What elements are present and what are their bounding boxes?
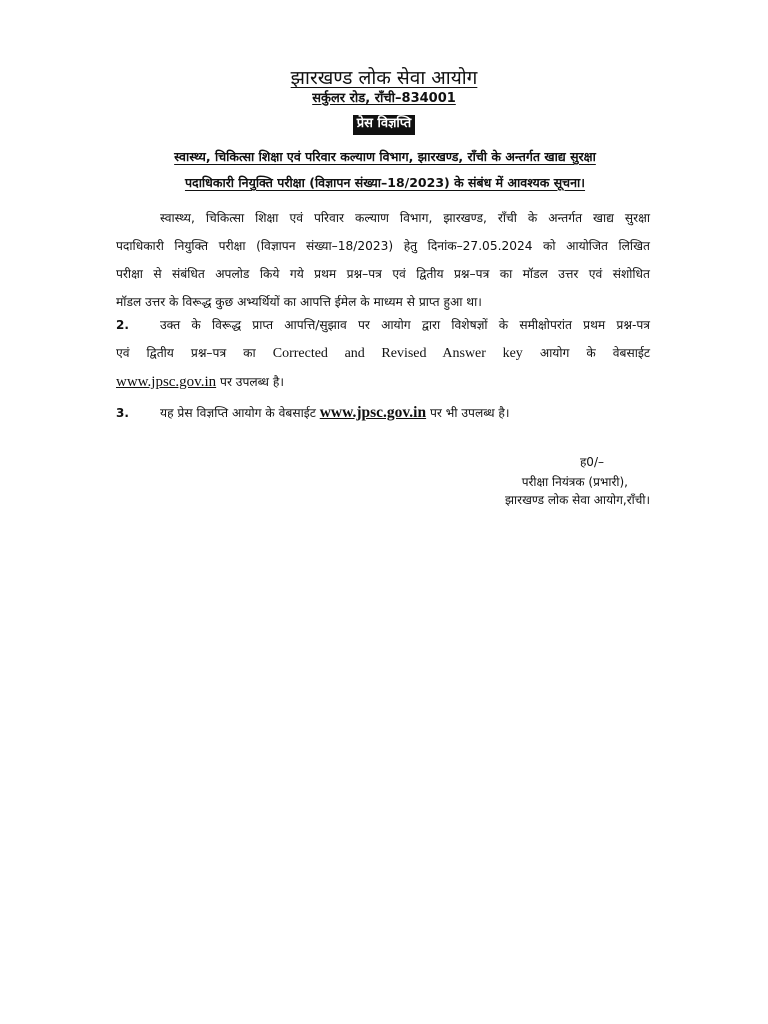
paragraph-1-line-2: पदाधिकारी नियुक्ति परीक्षा (विज्ञापन संख्या–18/2023) हेतु दिनांक–27.05.2024 को आयोजित लिखित [116, 239, 650, 253]
paragraph-1-line-1: स्वास्थ्य, चिकित्सा शिक्षा एवं परिवार कल्याण विभाग, झारखण्ड, राँची के अन्तर्गत खाद्य सुरक्षा [160, 211, 650, 225]
signatory-designation: परीक्षा नियंत्रक (प्रभारी), [521, 475, 628, 489]
answer-key-text: Corrected and Revised Answer key [272, 346, 523, 361]
press-release-label-container [0, 112, 768, 135]
paragraph-3-line-1 [116, 399, 650, 427]
signatory-office: झारखण्ड लोक सेवा आयोग,राँची। [504, 493, 650, 507]
subject-heading [120, 144, 650, 196]
jpsc-website-link-bold[interactable]: www.jpsc.gov.in [319, 404, 427, 421]
paragraph-2-line-1: उक्त के विरूद्ध प्राप्त आपत्ति/सुझाव पर आयोग द्वारा विशेषज्ञों के समीक्षोपरांत प्रथम प्रश्न-पत्र [160, 318, 650, 332]
paragraph-2 [116, 311, 650, 396]
subject-line-2: पदाधिकारी नियुक्ति परीक्षा (विज्ञापन संख्या–18/2023) के संबंध में आवश्यक सूचना। [184, 175, 586, 190]
paragraph-3 [116, 399, 650, 427]
paragraph-2-number: 2. [116, 318, 129, 332]
paragraph-3-post: पर भी उपलब्ध है। [429, 406, 510, 420]
paragraph-2-line-3-post: पर उपलब्ध है। [220, 375, 284, 389]
paragraph-1-line-3: परीक्षा से संबंधित अपलोड किये गये प्रथम प्रश्न–पत्र एवं द्वितीय प्रश्न–पत्र का मॉडल उत्तर एवं संशोधित [116, 267, 650, 281]
jpsc-website-link[interactable]: www.jpsc.gov.in [116, 374, 217, 390]
paragraph-1 [116, 204, 650, 316]
paragraph-2-line-2-post: आयोग के वेबसाईट [539, 346, 650, 360]
paragraph-2-line-3 [116, 368, 650, 396]
paragraph-1-line-4: मॉडल उत्तर के विरूद्ध कुछ अभ्यर्थियों का आपत्ति ईमेल के माध्यम से प्राप्त हुआ था। [116, 295, 482, 309]
paragraph-3-number: 3. [116, 406, 129, 420]
subject-line-1: स्वास्थ्य, चिकित्सा शिक्षा एवं परिवार कल्याण विभाग, झारखण्ड, राँची के अन्तर्गत खाद्य सुरक्षा [174, 149, 596, 164]
signature-mark: ह0/– [579, 455, 604, 469]
paragraph-2-line-2-pre: एवं द्वितीय प्रश्न–पत्र का [116, 346, 256, 360]
commission-address: सर्कुलर रोड, राँची–834001 [312, 91, 456, 106]
paragraph-2-line-2 [116, 339, 650, 368]
press-release-label: प्रेस विज्ञप्ति [353, 115, 415, 135]
paragraph-3-pre: यह प्रेस विज्ञप्ति आयोग के वेबसाईट [160, 406, 316, 420]
commission-title: झारखण्ड लोक सेवा आयोग [290, 67, 478, 89]
